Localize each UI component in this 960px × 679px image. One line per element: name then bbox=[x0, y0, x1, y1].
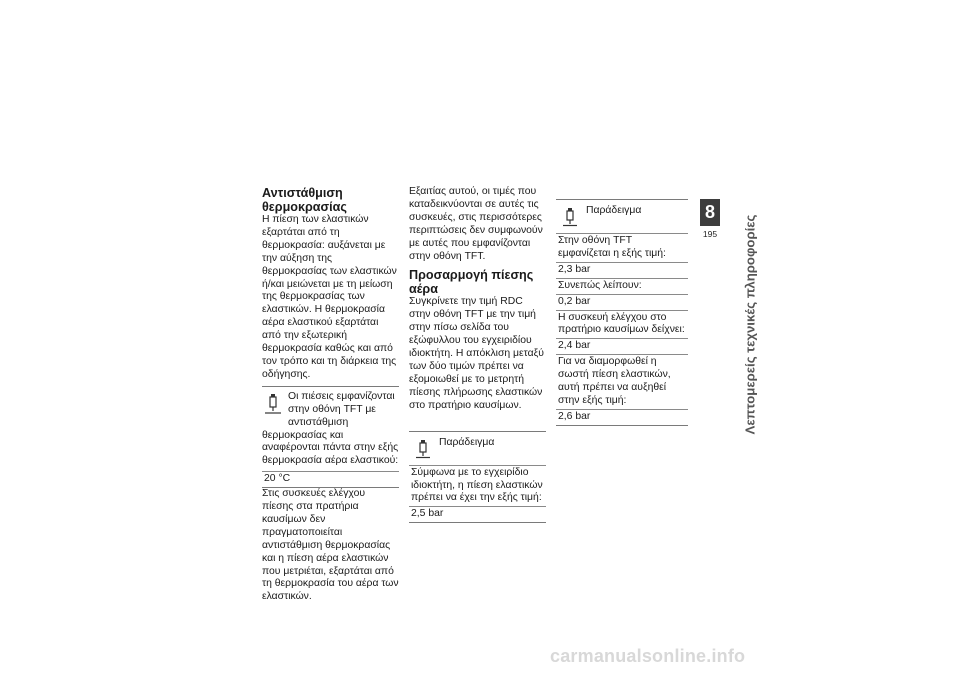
example-row: 2,4 bar bbox=[556, 338, 688, 354]
example-box bbox=[556, 199, 688, 426]
section-heading-pressure-adjustment: Προσαρμογή πίεσης αέρα bbox=[409, 268, 534, 297]
chapter-tab bbox=[700, 199, 720, 239]
note-value: 20 °C bbox=[262, 471, 399, 487]
example-text: Σύμφωνα με το εγχειρίδιο ιδιοκτήτη, η πίεση ελαστικών πρέπει να έχει την εξής τιμή: bbox=[409, 465, 546, 507]
example-box bbox=[409, 431, 546, 524]
column-2 bbox=[409, 186, 546, 523]
body-paragraph-2: Συγκρίνετε την τιμή RDC στην οθόνη TFT με την τιμή στην πίσω σελίδα του εξώφυλλου του εγχειριδίου ιδιοκτήτη. Η απόκλιση μεταξύ των δύο τιμών πρέπει να εξομοιωθεί με το μετρητή πίεσης πλήρωσης ελαστικών στο πρατήριο καυσίμων. bbox=[409, 296, 544, 411]
example-row: 0,2 bar bbox=[556, 294, 688, 310]
column-1 bbox=[262, 186, 399, 604]
chapter-title-vertical: Λεπτομερείς τεχνικές πληροφορίες bbox=[742, 214, 758, 435]
example-icon bbox=[562, 207, 578, 227]
note-box bbox=[262, 386, 399, 488]
body-paragraph: Εξαιτίας αυτού, οι τιμές που καταδεικνύονται σε αυτές τις συσκευές, στις περισσότερες περιπτώσεις δεν συμφωνούν με αυτές που εμφανίζονται στην οθόνη TFT. bbox=[409, 186, 543, 262]
chapter-number: 8 bbox=[700, 199, 720, 226]
example-label: Παράδειγμα bbox=[439, 436, 495, 448]
example-row: Συνεπώς λείπουν: bbox=[556, 278, 688, 294]
section-heading-temperature-compensation: Αντιστάθμιση θερμοκρασίας bbox=[262, 186, 347, 214]
example-label: Παράδειγμα bbox=[586, 205, 642, 216]
watermark: carmanualsonline.info bbox=[550, 646, 746, 666]
example-row: Η συσκευή ελέγχου στο πρατήριο καυσίμων δείχνει: bbox=[556, 310, 688, 339]
example-row: 2,6 bar bbox=[556, 409, 688, 425]
example-row: 2,3 bar bbox=[556, 262, 688, 278]
column-3 bbox=[556, 199, 688, 426]
body-paragraph-2: Στις συσκευές ελέγχου πίεσης στα πρατήρια καυσίμων δεν πραγματοποιείται αντιστάθμιση θερμοκρασίας και η πίεση αέρα ελαστικών που μετριέται, εξαρτάται από τη θερμοκρασία του αέρα των ελαστικών. bbox=[262, 488, 399, 603]
example-row: Για να διαμορφωθεί η σωστή πίεση ελαστικών, αυτή πρέπει να αυξηθεί στην εξής τιμή: bbox=[556, 354, 688, 409]
example-value: 2,5 bar bbox=[409, 506, 546, 522]
page-number: 195 bbox=[702, 229, 718, 239]
example-row: Στην οθόνη TFT εμφανίζεται η εξής τιμή: bbox=[556, 233, 688, 262]
note-icon bbox=[264, 393, 282, 415]
note-text: Οι πιέσεις εμφανίζονται στην οθόνη TFT με αντιστάθμιση θερμοκρασίας και αναφέρονται πάντα στην εξής θερμοκρασία αέρα ελαστικού: bbox=[262, 390, 399, 467]
body-paragraph: Η πίεση των ελαστικών εξαρτάται από τη θερμοκρασία: αυξάνεται με την αύξηση της θερμοκρασίας των ελαστικών ή/και μειώνεται με τη μείωση της θερμοκρασίας των ελαστικών. Η θερμοκρασία αέρα ελαστικού εξαρτάται από την εξωτερική θερμοκρασία καθώς και από τον τρόπο και τη διάρκεια της οδήγησης. bbox=[262, 214, 397, 380]
example-icon bbox=[415, 439, 431, 459]
